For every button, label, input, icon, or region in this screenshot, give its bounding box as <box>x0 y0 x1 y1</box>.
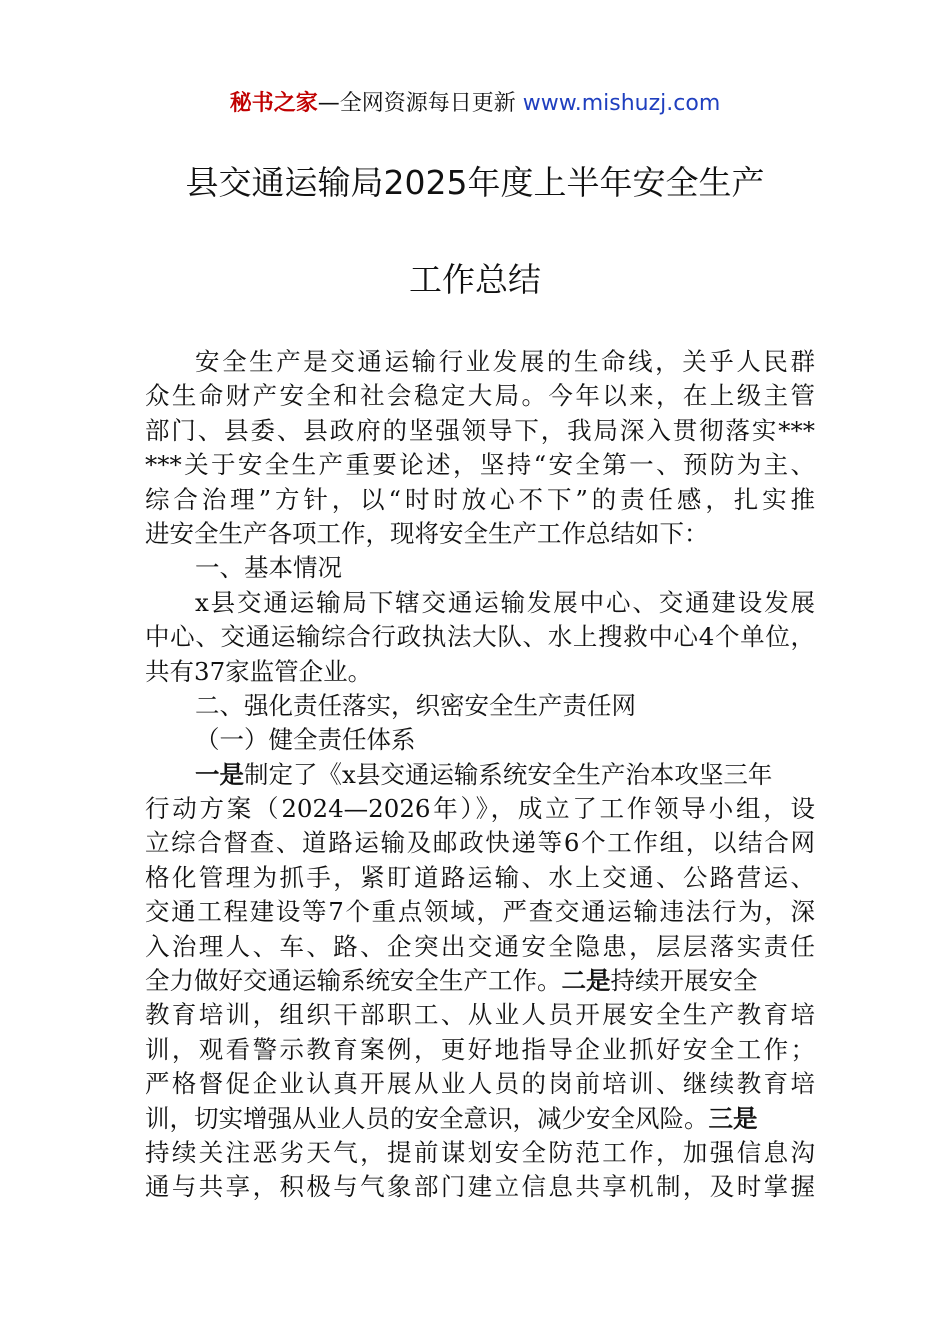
body-line: 教育培训，组织干部职工、从业人员开展安全生产教育培 <box>145 1000 815 1030</box>
body-line: 入治理人、车、路、企突出交通安全隐患，层层落实责任 <box>145 931 815 961</box>
section-heading: 一、基本情况 <box>195 553 342 583</box>
site-header <box>0 88 950 120</box>
site-url-link[interactable]: www.mishuzj.com <box>522 91 721 116</box>
body-line: 严格督促企业认真开展从业人员的岗前培训、继续教育培 <box>145 1069 815 1099</box>
body-line <box>145 964 815 998</box>
body-line <box>145 758 815 792</box>
body-line: 众生命财产安全和社会稳定大局。今年以来，在上级主管 <box>145 381 815 411</box>
section-heading: 二、强化责任落实，织密安全生产责任网 <box>195 690 636 720</box>
document-body <box>145 345 815 1205</box>
header-tagline: —全网资源每日更新 <box>317 91 523 116</box>
body-line: 共有37家监管企业。 <box>145 656 373 686</box>
body-line: 交通工程建设等7个重点领域，严查交通运输违法行为，深 <box>145 897 815 927</box>
body-line: 立综合督查、道路运输及邮政快递等6个工作组，以结合网 <box>145 828 815 858</box>
bold-marker: 二是 <box>561 966 611 996</box>
document-title-line2: 工作总结 <box>409 260 541 299</box>
document-title-line1: 县交通运输局2025年度上半年安全生产 <box>185 163 765 202</box>
body-line: 训，观看警示教育案例，更好地指导企业抓好安全工作； <box>145 1034 815 1064</box>
body-line: 中心、交通运输综合行政执法大队、水上搜救中心4个单位， <box>145 622 815 652</box>
body-line: 综合治理”方针，以“时时放心不下”的责任感，扎实推 <box>145 484 815 514</box>
body-text: 全力做好交通运输系统安全生产工作。 <box>145 966 562 996</box>
site-brand: 秘书之家 <box>229 91 318 116</box>
body-line: ***关于安全生产重要论述，坚持“安全第一、预防为主、 <box>145 450 815 480</box>
body-line: 部门、县委、县政府的坚强领导下，我局深入贯彻落实*** <box>145 415 815 445</box>
subsection-heading: （一）健全责任体系 <box>195 725 416 755</box>
body-line: 行动方案（2024—2026年）》，成立了工作领导小组，设 <box>145 794 815 824</box>
body-line: 进安全生产各项工作，现将安全生产工作总结如下： <box>145 518 709 548</box>
body-line: x县交通运输局下辖交通运输发展中心、交通建设发展 <box>195 587 815 617</box>
body-text: 制定了《x县交通运输系统安全生产治本攻坚三年 <box>244 759 773 789</box>
bold-marker: 一是 <box>195 759 244 789</box>
body-line: 安全生产是交通运输行业发展的生命线，关乎人民群 <box>195 347 815 376</box>
body-line <box>145 1102 815 1136</box>
bold-marker: 三是 <box>708 1103 758 1133</box>
body-text: 训，切实增强从业人员的安全意识，减少安全风险。 <box>145 1103 709 1133</box>
body-line: 格化管理为抓手，紧盯道路运输、水上交通、公路营运、 <box>145 862 815 892</box>
body-line: 通与共享，积极与气象部门建立信息共享机制，及时掌握 <box>145 1172 815 1202</box>
body-line: 持续关注恶劣天气，提前谋划安全防范工作，加强信息沟 <box>145 1137 815 1167</box>
body-text: 持续开展安全 <box>610 966 758 996</box>
